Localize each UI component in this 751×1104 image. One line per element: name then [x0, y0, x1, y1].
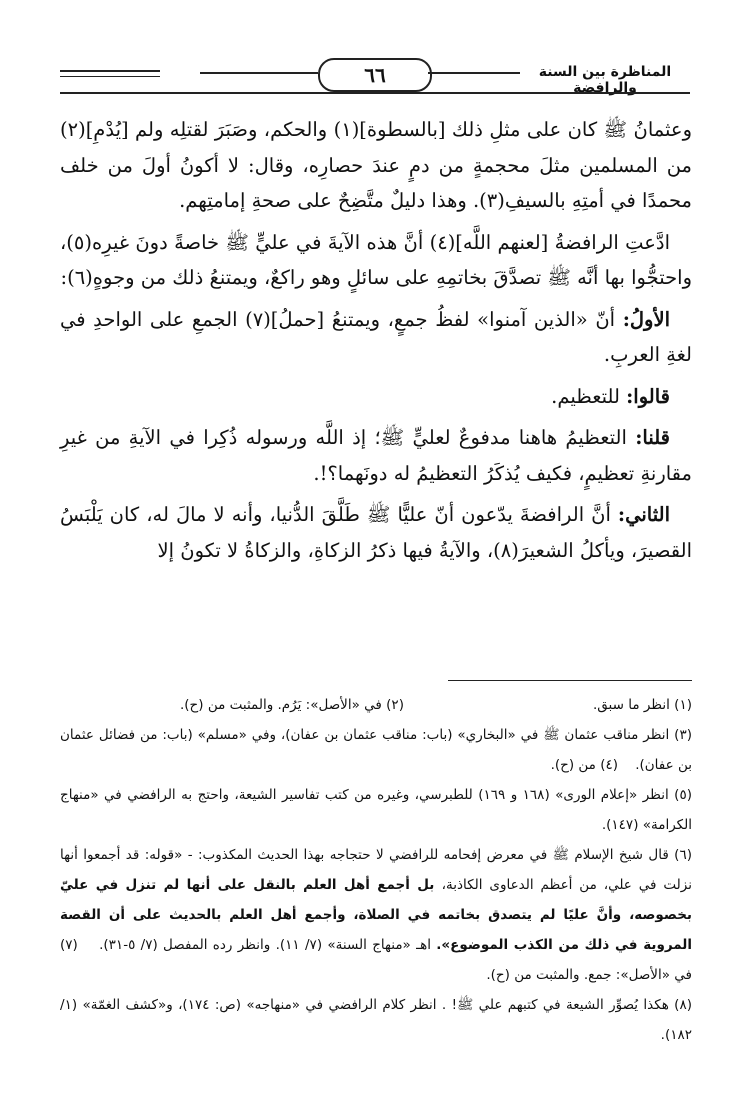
footnote-1: (١) انظر ما سبق. — [593, 697, 692, 713]
footnotes — [60, 690, 692, 1050]
footnote-3-text: (٣) انظر مناقب عثمان ﷺ في «البخاري» (باب: مناقب عثمان بن عفان)، وفي «مسلم» (باب: من فضائل عثمان بن عفان). — [60, 727, 692, 773]
page-header — [60, 58, 690, 94]
point-label-first: الأولُ: — [622, 307, 671, 331]
paragraph-1: وعثمانُ ﷺ كان على مثلِ ذلك [بالسطوة](١) والحكم، وصَبَرَ لقتلِه ولم [يُدْمِ](٢) من المسلمين مثلَ محجمةٍ من دمٍ عندَ حصارِه، وقال: لا أكونُ أولَ من خلف محمدًا في أمتِهِ بالسيفِ(٣). وهذا دليلٌ متَّضِحٌ على صحةِ إمامتِهم. — [60, 118, 692, 212]
point-label-second: الثاني: — [617, 503, 670, 526]
paragraph-5-text: التعظيمُ هاهنا مدفوعٌ لعليٍّ ﷺ؛ إذ اللَّه ورسوله ذُكِرا في الآيةِ من غيرِ مقارنةِ تعظيمٍ، فكيف يُذكَرُ التعظيمُ له دونَهما؟!. — [60, 426, 692, 485]
footnote-2: (٢) في «الأصل»: يَرُم. والمثبت من (ح). — [180, 697, 404, 713]
footnote-6-quote: بل أجمع أهل العلم بالنقل على أنها لم تنزل في عليّ بخصوصه، وأنَّ عليًا لم يتصدق بخاتمه في الصلاة، وأجمع أهل العلم بالحديث على أن القصة المروية في ذلك من الكذب الموضوع». — [60, 877, 692, 953]
paragraph-5 — [60, 420, 692, 491]
header-rule-right — [428, 72, 520, 74]
main-text — [60, 112, 692, 574]
footnote-6-end: اهـ «منهاج السنة» (٧/ ١١). وانظر رده المفصل (٧/ ٥-٣١). — [99, 937, 437, 953]
footnote-6 — [60, 840, 692, 990]
footnote-8: (٨) هكذا يُصوِّر الشيعة في كتبهم علي ﷺ! . انظر كلام الرافضي في «منهاجه» (ص: ١٧٤)، و«كشف الغمّة» (١/ ١٨٢). — [60, 997, 692, 1043]
header-rule-left — [60, 70, 160, 72]
paragraph-2: ادَّعتِ الرافضةُ [لعنهم اللَّه](٤) أنَّ هذه الآيةَ في عليٍّ ﷺ خاصةً دونَ غيرِه(٥)، واحتجُّوا بها أنَّه ﷺ تصدَّقَ بخاتمِهِ على سائلٍ وهو راكعٌ، ويمتنعُ ذلك من وجوهٍ(٦): — [60, 230, 692, 289]
footnote-6-intro: (٦) قال شيخ الإسلام ﷺ في معرض إفحامه للرافضي لا حتجاجه بهذا الحديث المكذوب: - «قوله: قد أجمعوا أنها نزلت في علي، من أعظم الدعاوى الكاذبة، — [60, 847, 692, 893]
header-underline — [60, 92, 690, 94]
point-label-we-said: قلنا: — [635, 426, 670, 449]
footnote-row-1 — [60, 690, 692, 720]
paragraph-6-text: أنَّ الرافضةَ يدّعون أنّ عليًّا ﷺ طَلَّقَ الدُّنيا، وأنه لا مالَ له، كان يَلْبَسُ القصيرَ، ويأكلُ الشعيرَ(٨)، والآيةُ فيها ذكرُ الزكاةِ، والزكاةُ لا تكونُ إلا — [60, 503, 692, 562]
header-rule-middle — [200, 72, 318, 74]
footnote-divider — [448, 680, 692, 681]
paragraph-4 — [60, 379, 692, 415]
header-rule-left-thin — [60, 76, 160, 77]
footnote-5: (٥) انظر «إعلام الورى» (١٦٨ و ١٦٩) للطبرسي، وغيره من كتب تفاسير الشيعة، واحتج به الرافضي في «منهاج الكرامة» (١٤٧). — [60, 787, 692, 833]
page-number: ٦٦ — [318, 58, 432, 92]
footnote-7: (٧) في «الأصل»: جمع. والمثبت من (ح). — [60, 937, 692, 983]
paragraph-6 — [60, 497, 692, 568]
paragraph-4-text: للتعظيم. — [551, 384, 627, 408]
paragraph-3-text: أنّ «الذين آمنوا» لفظُ جمعٍ، ويمتنعُ [حملُ](٧) الجمعِ على الواحدِ في لغةِ العربِ. — [60, 307, 692, 366]
footnote-3 — [60, 720, 692, 780]
point-label-they-said: قالوا: — [626, 384, 670, 408]
running-title: المناظرة بين السنة والرافضة — [538, 64, 672, 96]
paragraph-3 — [60, 302, 692, 373]
footnote-4: (٤) من (ح). — [550, 757, 619, 773]
